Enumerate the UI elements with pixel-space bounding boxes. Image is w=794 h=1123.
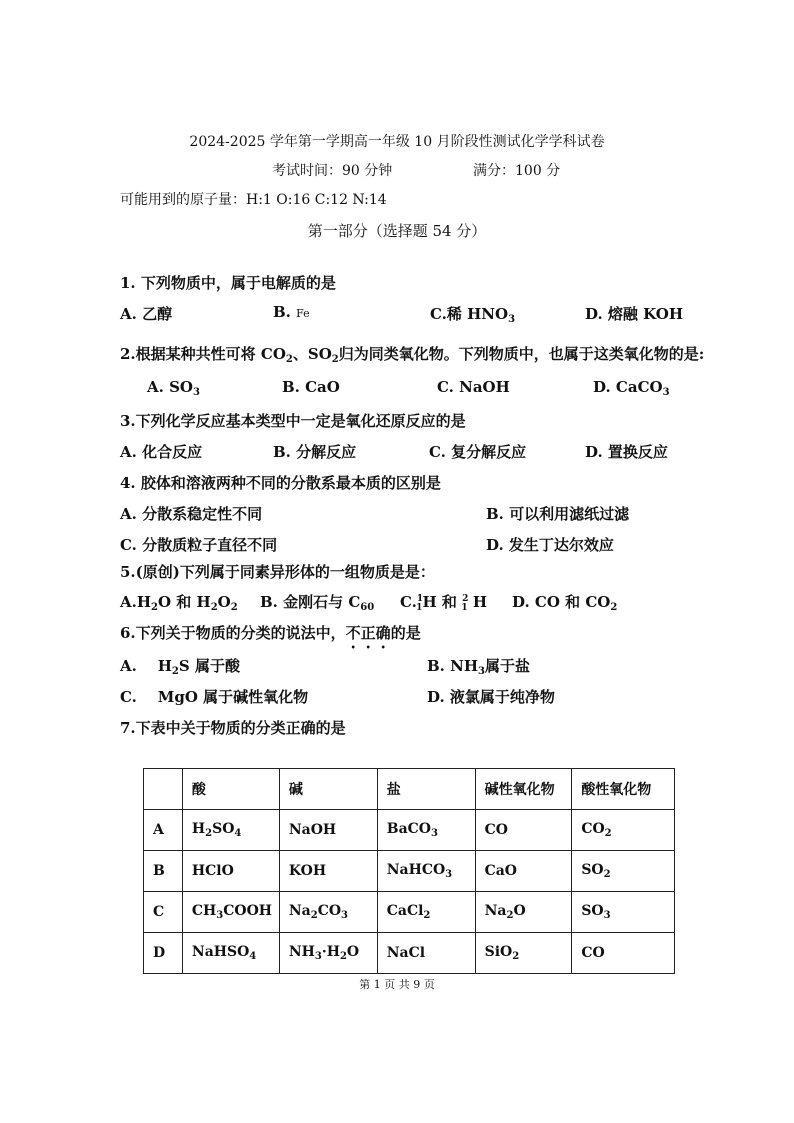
acidic-oxide-cell: $SO_2$ bbox=[572, 851, 675, 892]
q6-option-c: C. MgO 属于碱性氧化物 bbox=[120, 688, 309, 706]
question-1-stem: 1. 下列物质中，属于电解质的是 bbox=[120, 274, 336, 292]
exam-title: 2024-2025 学年第一学期高一年级 10 月阶段性测试化学学科试卷 bbox=[189, 134, 605, 150]
q2-option-b: B. CaO bbox=[282, 378, 340, 396]
row-label: B bbox=[144, 851, 183, 892]
q4-option-d: D. 发生丁达尔效应 bbox=[486, 536, 614, 554]
q3-option-a: A. 化合反应 bbox=[120, 443, 203, 461]
q5-option-b: B. 金刚石与 $C_{60}$ bbox=[260, 593, 375, 613]
row-label: C bbox=[144, 892, 183, 933]
salt-cell: NaHCO$_3$ bbox=[377, 851, 475, 892]
row-label: A bbox=[144, 810, 183, 851]
emphasis-not-correct: 不正确 bbox=[345, 624, 391, 642]
section-title: 第一部分（选择题 54 分） bbox=[307, 222, 487, 240]
full-score: 满分：100 分 bbox=[473, 163, 561, 179]
row-label: D bbox=[144, 933, 183, 974]
q2-option-a: A. $SO_3$ bbox=[147, 378, 200, 398]
q2-option-d: D. CaCO$_3$ bbox=[593, 378, 670, 398]
q3-option-c: C. 复分解反应 bbox=[429, 443, 527, 461]
table-header-cell: 酸 bbox=[182, 769, 279, 810]
salt-cell: NaCl bbox=[377, 933, 475, 974]
q1-option-c: C.稀 $HNO_3$ bbox=[430, 305, 516, 325]
q3-option-b: B. 分解反应 bbox=[273, 443, 357, 461]
acid-cell: $H_2SO_4$ bbox=[182, 810, 279, 851]
question-5-stem: 5.(原创)下列属于同素异形体的一组物质是是： bbox=[120, 563, 435, 581]
table-row bbox=[144, 851, 675, 892]
table-header-cell bbox=[144, 769, 183, 810]
base-cell: NaOH bbox=[279, 810, 377, 851]
page-footer: 第 1 页 共 9 页 bbox=[359, 978, 435, 991]
q6-option-b: B. $NH_3$属于盐 bbox=[427, 657, 530, 677]
table-header-row bbox=[144, 769, 675, 810]
q4-option-c: C. 分散质粒子直径不同 bbox=[120, 536, 278, 554]
table-header-cell: 碱 bbox=[279, 769, 377, 810]
q2-option-c: C. NaOH bbox=[437, 378, 510, 396]
acidic-oxide-cell: $CO_2$ bbox=[572, 810, 675, 851]
table-row bbox=[144, 892, 675, 933]
atomic-masses: 可能用到的原子量：H:1 O:16 C:12 N:14 bbox=[120, 192, 387, 208]
base-cell: $Na_2CO_3$ bbox=[279, 892, 377, 933]
q3-option-d: D. 置换反应 bbox=[585, 443, 668, 461]
acidic-oxide-cell: $SO_3$ bbox=[572, 892, 675, 933]
q4-option-b: B. 可以利用滤纸过滤 bbox=[486, 505, 630, 523]
salt-cell: CaCl$_2$ bbox=[377, 892, 475, 933]
question-2-stem: 2.根据某种共性可将 $CO_2$、$SO_2$归为同类氧化物。下列物质中，也属于这类氧化物的是: bbox=[120, 345, 705, 365]
q6-option-d: D. 液氯属于纯净物 bbox=[427, 688, 555, 706]
acidic-oxide-cell: CO bbox=[572, 933, 675, 974]
question-4-stem: 4. 胶体和溶液两种不同的分散系最本质的区别是 bbox=[120, 474, 441, 492]
basic-oxide-cell: SiO$_2$ bbox=[475, 933, 572, 974]
table-row bbox=[144, 810, 675, 851]
acid-cell: $CH_3COOH$ bbox=[182, 892, 279, 933]
salt-cell: BaCO$_3$ bbox=[377, 810, 475, 851]
table-row bbox=[144, 933, 675, 974]
q1-option-d: D. 熔融 KOH bbox=[585, 305, 684, 323]
basic-oxide-cell: $Na_2O$ bbox=[475, 892, 572, 933]
table-header-cell: 盐 bbox=[377, 769, 475, 810]
table-header-cell: 酸性氧化物 bbox=[572, 769, 675, 810]
q5-option-c: C.$^1_1$H 和 $^2_1$ H bbox=[400, 593, 488, 613]
base-cell: KOH bbox=[279, 851, 377, 892]
q5-option-a: $A.H_2O$ 和 $H_2O_2$ bbox=[120, 593, 238, 613]
exam-time: 考试时间：90 分钟 bbox=[272, 163, 393, 179]
question-7-stem: 7.下表中关于物质的分类正确的是 bbox=[120, 719, 346, 737]
acid-cell: NaHSO$_4$ bbox=[182, 933, 279, 974]
q6-option-a: A. $H_2S$ 属于酸 bbox=[120, 657, 240, 677]
q1-option-b: B. Fe bbox=[273, 303, 310, 321]
basic-oxide-cell: CO bbox=[475, 810, 572, 851]
acid-cell: HClO bbox=[182, 851, 279, 892]
classification-table bbox=[143, 768, 675, 974]
question-3-stem: 3.下列化学反应基本类型中一定是氧化还原反应的是 bbox=[120, 412, 466, 430]
basic-oxide-cell: CaO bbox=[475, 851, 572, 892]
table-header-cell: 碱性氧化物 bbox=[475, 769, 572, 810]
q1-option-a: A. 乙醇 bbox=[120, 305, 173, 323]
q5-option-d: D. CO 和 $CO_2$ bbox=[512, 593, 618, 613]
question-6-stem: 6.下列关于物质的分类的说法中，不正确的是 bbox=[120, 624, 421, 642]
q4-option-a: A. 分散系稳定性不同 bbox=[120, 505, 263, 523]
base-cell: $NH_3\cdot H_2O$ bbox=[279, 933, 377, 974]
